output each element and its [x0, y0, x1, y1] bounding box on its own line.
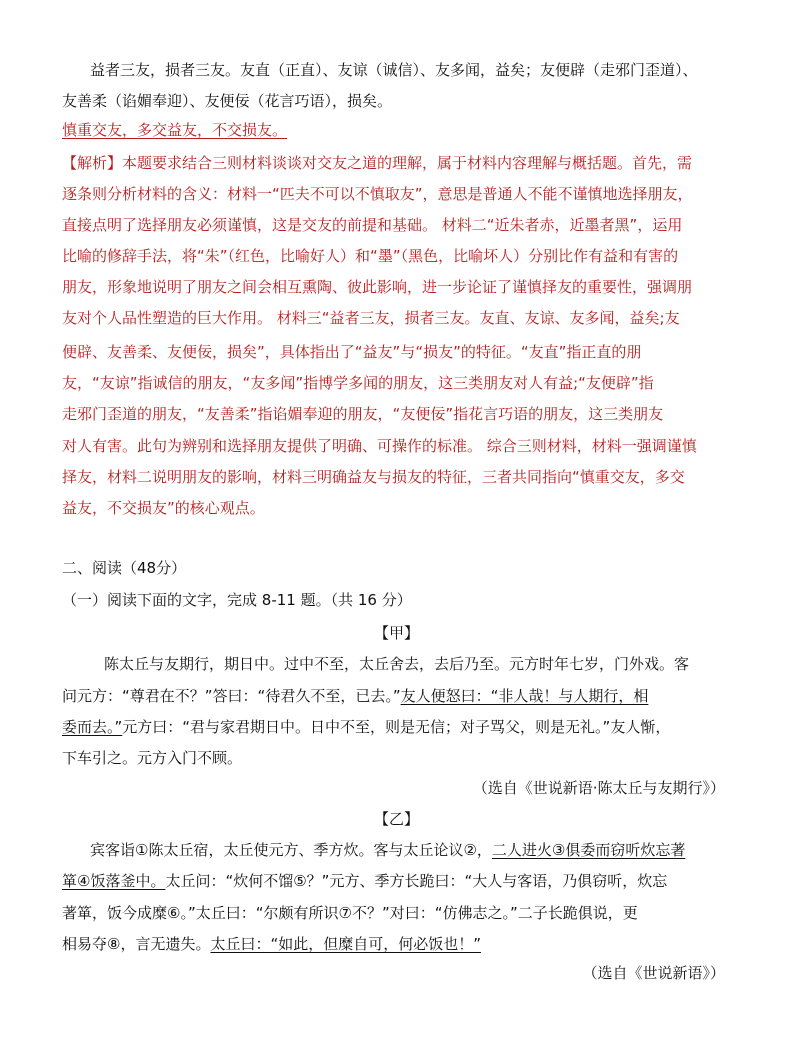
analysis-line-1: 【解析】本题要求结合三则材料谈谈对交友之道的理解，属于材料内容理解与概括题。首先，需 — [62, 154, 693, 172]
passage-jia-source: （选自《世说新语·陈太丘与友期行》） — [472, 779, 725, 797]
passage-jia-label: 【甲】 — [373, 624, 419, 642]
passage-yi-source: （选自《世说新语》） — [582, 964, 725, 982]
passage-yi-line-4: 相易夺⑧，言无遗失。太丘曰：“如此，但糜自可，何必饭也！” — [62, 935, 481, 953]
passage-yi-line-1: 宾客诣①陈太丘宿，太丘使元方、季方炊。客与太丘论议②，二人进火③俱委而窃听炊忘著 — [90, 841, 686, 859]
analysis-line-2: 逐条则分析材料的含义：材料一“匹夫不可以不慎取友”，意思是普通人不能不谨慎地选择朋友， — [62, 185, 693, 203]
analysis-line-8: 友，“友谅”指诚信的朋友，“友多闻”指博学多闻的朋友，这三类朋友对人有益;“友便辟”指 — [62, 374, 654, 392]
analysis-line-10: 对人有害。此句为辨别和选择朋友提供了明确、可操作的标准。 综合三则材料，材料一强调谨慎 — [62, 437, 697, 455]
answer-line-2: 友善柔（谄媚奉迎）、友便佞（花言巧语），损矣。 — [62, 92, 393, 110]
section-subheading: （一）阅读下面的文字，完成 8-11 题。（共 16 分） — [62, 591, 412, 609]
analysis-line-5: 朋友，形象地说明了朋友之间会相互熏陶、彼此影响，进一步论证了谨慎择友的重要性，强调朋 — [62, 278, 693, 296]
passage-yi-line-2: 箪④饭落釜中。太丘问：“炊何不馏⑤？”元方、季方长跪曰：“大人与客语，乃俱窃听，炊忘 — [62, 872, 668, 890]
analysis-line-11: 择友，材料二说明朋友的影响，材料三明确益友与损友的特征，三者共同指向“慎重交友，多交 — [62, 468, 685, 486]
underlined-sentence: 二人进火③俱委而窃听炊忘著 — [491, 841, 686, 859]
analysis-line-3: 直接点明了选择朋友必须谨慎，这是交友的前提和基础。 材料二“近朱者赤，近墨者黑”，运用 — [62, 216, 683, 234]
underlined-sentence: 委而去。” — [62, 718, 123, 736]
underlined-sentence: 箪④饭落釜中。 — [62, 872, 166, 890]
passage-jia-line-1: 陈太丘与友期行，期日中。过中不至，太丘舍去，去后乃至。元方时年七岁，门外戏。客 — [104, 655, 690, 673]
analysis-line-12: 益友，不交损友”的核心观点。 — [62, 499, 265, 517]
passage-jia-line-3: 委而去。”元方曰：“君与家君期日中。日中不至，则是无信；对子骂父，则是无礼。”友人惭， — [62, 718, 671, 736]
passage-jia-line-2: 问元方：“尊君在不？”答曰：“待君久不至，已去。”友人便怒曰：“非人哉！与人期行，相 — [62, 687, 649, 705]
section-heading: 二、阅读（48分） — [62, 559, 187, 577]
passage-yi-label: 【乙】 — [373, 810, 419, 828]
analysis-line-6: 友对个人品性塑造的巨大作用。 材料三“益者三友，损者三友。友直、友谅、友多闻，益矣;友 — [62, 309, 680, 327]
analysis-line-9: 走邪门歪道的朋友，“友善柔”指谄媚奉迎的朋友，“友便佞”指花言巧语的朋友，这三类朋友 — [62, 405, 664, 423]
underlined-sentence: 太丘曰：“如此，但糜自可，何必饭也！” — [210, 935, 481, 953]
passage-yi-line-3: 著箪，饭今成糜⑥。”太丘曰：“尔颇有所识⑦不？”对曰：“仿佛志之。”二子长跪俱说，更 — [62, 904, 638, 922]
underlined-sentence: 友人便怒曰：“非人哉！与人期行，相 — [400, 687, 649, 705]
passage-jia-line-4: 下车引之。元方入门不顾。 — [62, 749, 243, 767]
answer-line-1: 益者三友，损者三友。友直（正直）、友谅（诚信）、友多闻，益矣；友便辟（走邪门歪道）、 — [90, 61, 698, 79]
analysis-line-7: 便辟、友善柔、友便佞，损矣”，具体指出了“益友”与“损友”的特征。“友直”指正直的朋 — [62, 343, 642, 361]
analysis-line-4: 比喻的修辞手法，将“朱”（红色，比喻好人）和“墨”（黑色，比喻坏人）分别比作有益和有害的 — [62, 247, 679, 265]
answer-text: 慎重交友，多交益友，不交损友。 — [62, 121, 288, 139]
